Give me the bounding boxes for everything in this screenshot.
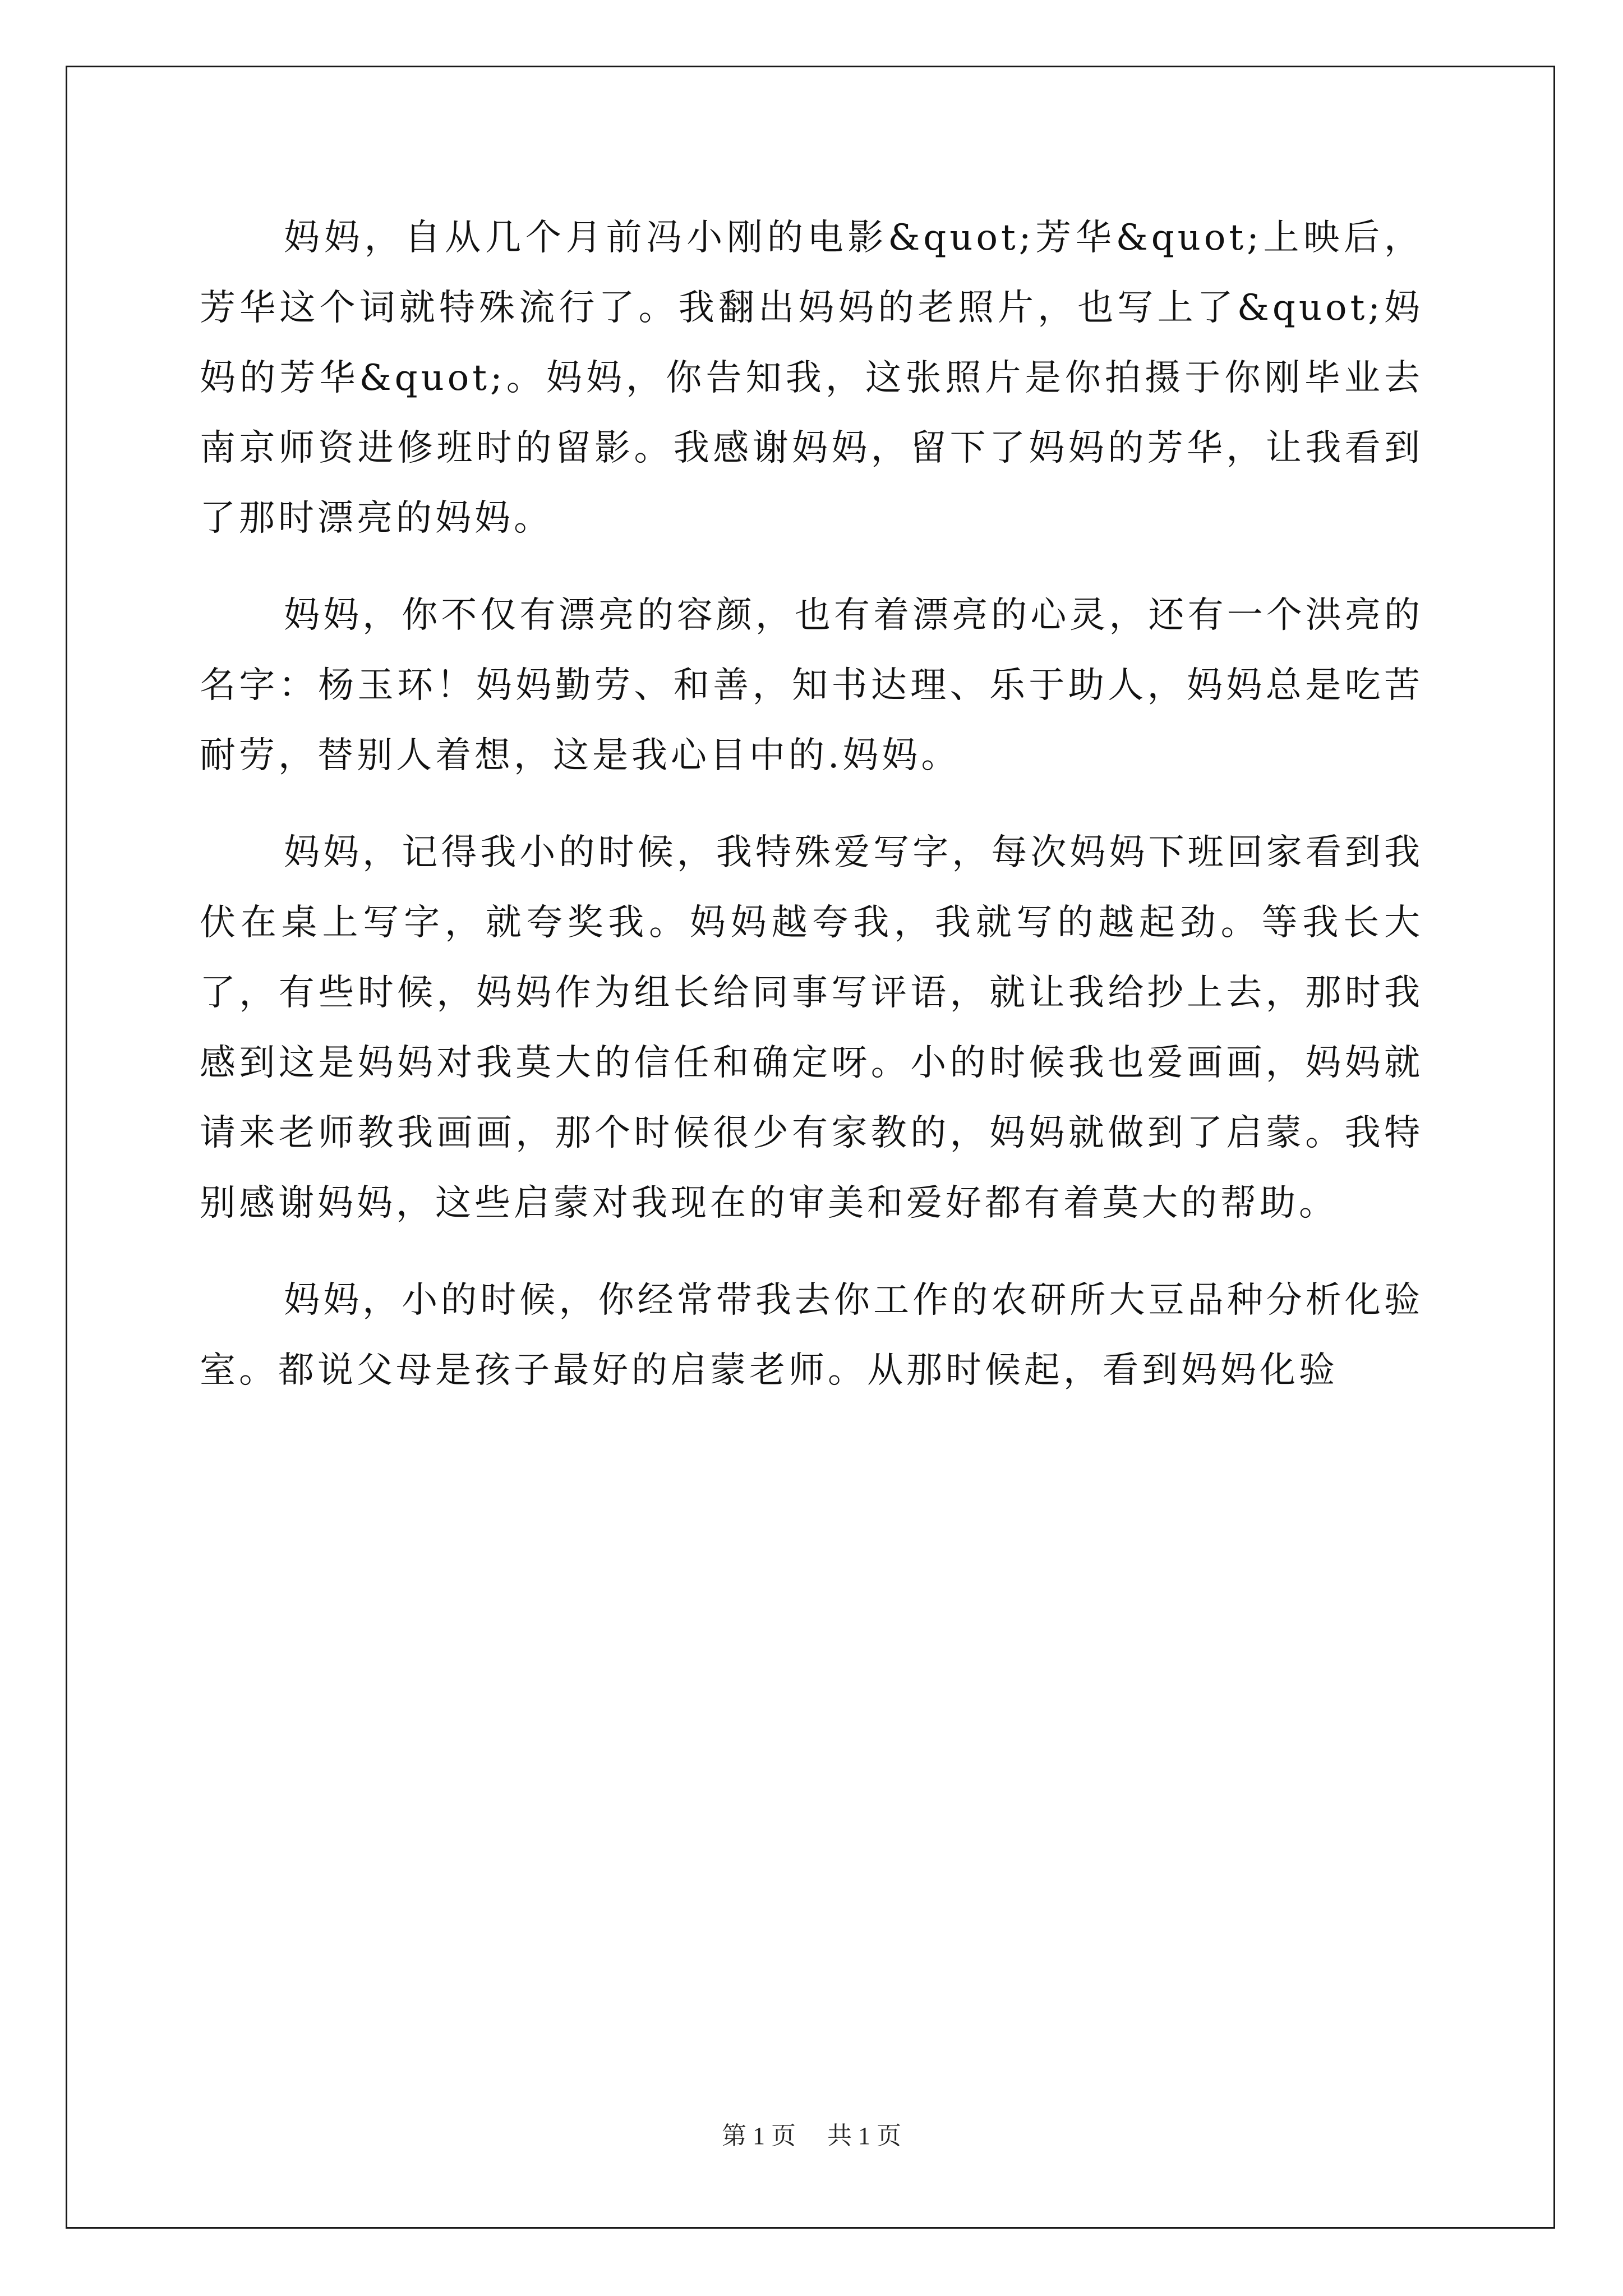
paragraph-3: 妈妈，记得我小的时候，我特殊爱写字，每次妈妈下班回家看到我伏在桌上写字，就夸奖我。妈妈越夸我，我就写的越起劲。等我长大了，有些时候，妈妈作为组长给同事写评语，就让我给抄上去，那时我感到这是妈妈对我莫大的信任和确定呀。小的时候我也爱画画，妈妈就请来老师教我画画，那个时候很少有家教的，妈妈就做到了启蒙。我特别感谢妈妈，这些启蒙对我现在的审美和爱好都有着莫大的帮助。 <box>200 832 1423 1224</box>
paragraph-2: 妈妈，你不仅有漂亮的容颜，也有着漂亮的心灵，还有一个洪亮的名字：杨玉环！妈妈勤劳、和善，知书达理、乐于助人，妈妈总是吃苦耐劳，替别人着想，这是我心目中的.妈妈。 <box>200 595 1423 776</box>
page-number: 第 1 页 <box>722 2122 796 2150</box>
document-body <box>200 203 1423 1433</box>
page-footer <box>0 2120 1623 2152</box>
page-total: 共 1 页 <box>827 2122 901 2150</box>
paragraph-1: 妈妈，自从几个月前冯小刚的电影&quot;芳华&quot;上映后，芳华这个词就特殊流行了。我翻出妈妈的老照片，也写上了&quot;妈妈的芳华&quot;。妈妈，你告知我，这张照片是你拍摄于你刚毕业去南京师资进修班时的留影。我感谢妈妈，留下了妈妈的芳华，让我看到了那时漂亮的妈妈。 <box>200 217 1423 539</box>
paragraph-4: 妈妈，小的时候，你经常带我去你工作的农研所大豆品种分析化验室。都说父母是孩子最好的启蒙老师。从那时候起，看到妈妈化验 <box>200 1280 1423 1391</box>
